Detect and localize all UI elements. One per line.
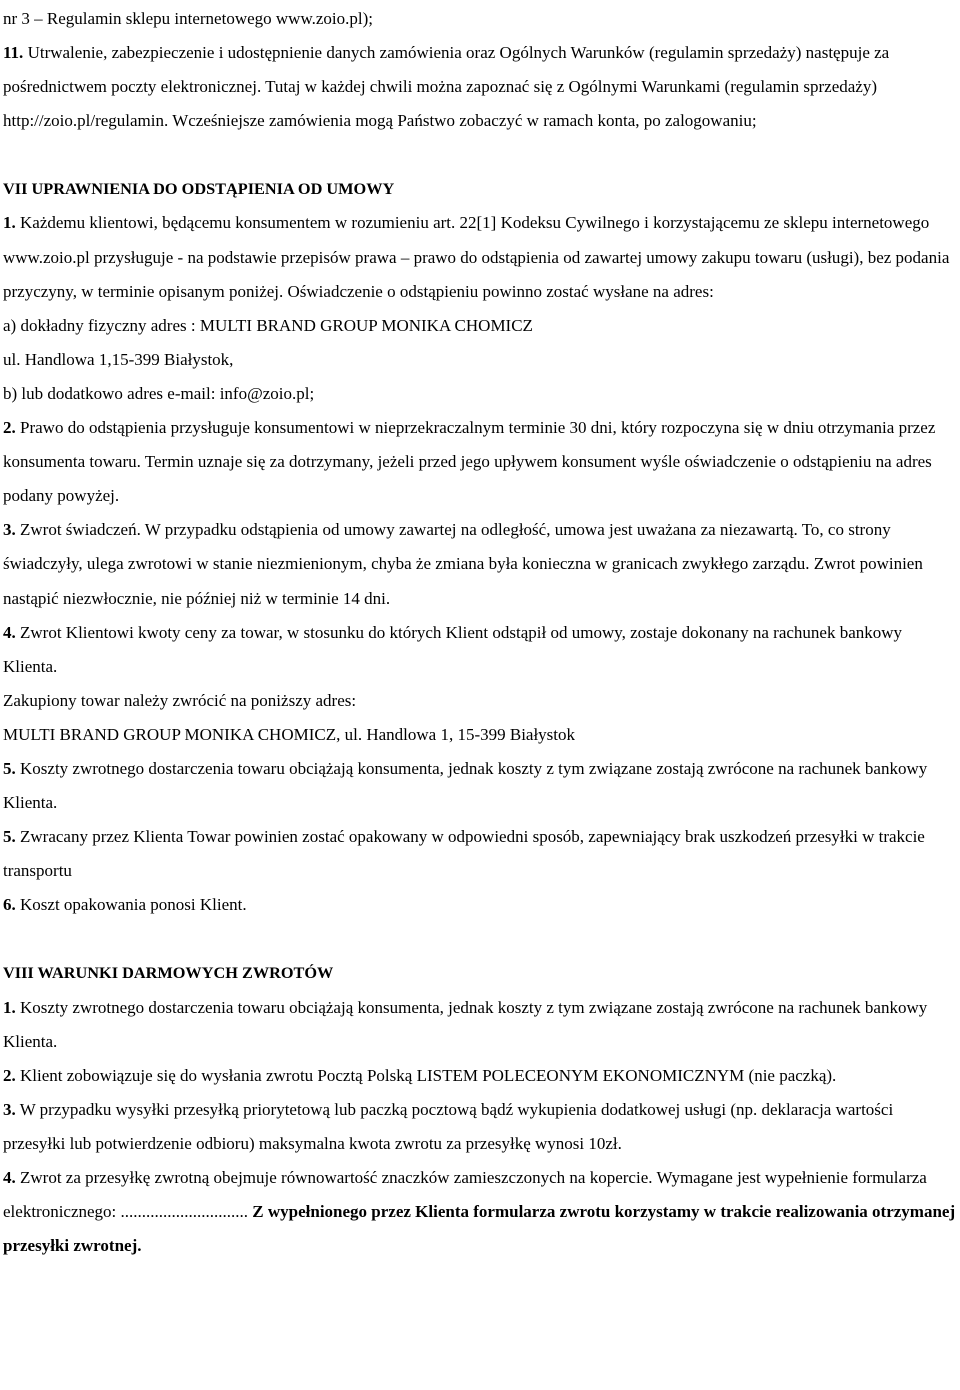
paragraph-text: Zwrot za przesyłkę zwrotną obejmuje równowartość znaczków zamieszczonych na kopercie. Wymagane jest wypełnienie formularza elektronicznego: (3, 1168, 927, 1222)
paragraph-number: 4. (3, 1168, 16, 1187)
paragraph-number: 3. (3, 520, 16, 540)
paragraph-number: 5. (3, 827, 16, 847)
paragraph-number: 2. (3, 1065, 16, 1085)
paragraph-text: Koszty zwrotnego dostarczenia towaru obciążają konsumenta, jednak koszty z tym związane zostają zwrócone na rachunek bankowy Klienta. (3, 997, 928, 1051)
paragraph-number: 1. (3, 997, 16, 1017)
return-intro-line: Zakupiony towar należy zwrócić na poniższy adres: (3, 690, 357, 710)
return-address-line: MULTI BRAND GROUP MONIKA CHOMICZ, ul. Handlowa 1, 15-399 Białystok (3, 724, 576, 744)
form-link-placeholder: .............................. (120, 1202, 249, 1222)
paragraph-text: Zwrot świadczeń. W przypadku odstąpienia od umowy zawartej na odległość, umowa jest uważana za niezawartą. To, co strony świadczyły, ulega zwrotowi w stanie niezmienionym, chyba że zmiana była konieczna w granicach zwykłego zarządu. Zwrot powinien nastąpić niezwłocznie, nie później niż w terminie 14 dni. (3, 520, 923, 608)
section-vii-paragraph-2 (3, 411, 957, 513)
paragraph-text: Klient zobowiązuje się do wysłania zwrotu Pocztą Polską LISTEM POLECEONYM EKONOMICZNYM (nie paczką). (15, 1065, 837, 1085)
paragraph-number: 11. (3, 43, 24, 63)
paragraph-text: Każdemu klientowi, będącemu konsumentem w rozumieniu art. 22[1] Kodeksu Cywilnego i korzystającemu ze sklepu internetowego www.zoio.pl przysługuje - na podstawie przepisów prawa – prawo do odstąpienia od zawartej umowy zakupu towaru (usługi), bez podania przyczyny, w terminie opisanym poniżej. Oświadczenie o odstąpieniu powinno zostać wysłane na adres: (3, 213, 950, 301)
section-viii-paragraph-3 (3, 1093, 957, 1161)
paragraph-text: W przypadku wysyłki przesyłką priorytetową lub paczką pocztową bądź wykupienia dodatkowej usługi (np. deklaracja wartości przesyłki lub potwierdzenie odbioru) maksymalna kwota zwrotu za przesyłkę wynosi 10zł. (3, 1099, 894, 1153)
paragraph-number: 3. (3, 1099, 16, 1119)
address-line-street: ul. Handlowa 1,15-399 Białystok, (3, 349, 234, 369)
section-vii-paragraph-3 (3, 513, 957, 615)
paragraph-text: Koszt opakowania ponosi Klient. (15, 895, 247, 915)
section-vii-paragraph-6 (3, 888, 957, 922)
section-vii-paragraph-5a (3, 752, 957, 820)
address-line-b: b) lub dodatkowo adres e-mail: info@zoio.pl; (3, 383, 315, 403)
section-vii-paragraph-4 (3, 616, 957, 684)
paragraph-text: Zwrot Klientowi kwoty ceny za towar, w stosunku do których Klient odstąpił od umowy, zostaje dokonany na rachunek bankowy Klienta. (3, 622, 903, 676)
paragraph-number: 5. (3, 758, 16, 778)
section-viii-paragraph-4 (3, 1161, 957, 1263)
section-viii-heading: VIII WARUNKI DARMOWYCH ZWROTÓW (3, 963, 334, 983)
section-viii-paragraph-2 (3, 1059, 957, 1093)
address-line-a: a) dokładny fizyczny adres : MULTI BRAND GROUP MONIKA CHOMICZ (3, 315, 533, 335)
closing-bold-text: Z wypełnionego przez Klienta formularza zwrotu korzystamy w trakcie realizowania otrzymanej przesyłki zwrotnej. (3, 1202, 956, 1256)
paragraph-text: Koszty zwrotnego dostarczenia towaru obciążają konsumenta, jednak koszty z tym związane zostają zwrócone na rachunek bankowy Klienta. (3, 758, 928, 813)
intro-line: nr 3 – Regulamin sklepu internetowego www.zoio.pl); (3, 9, 373, 28)
document-body (3, 2, 957, 1263)
paragraph-text: Zwracany przez Klienta Towar powinien zostać opakowany w odpowiedni sposób, zapewniający brak uszkodzeń przesyłki w trakcie transportu (3, 827, 925, 881)
section-vii-paragraph-1 (3, 206, 957, 308)
paragraph-11 (3, 36, 957, 138)
paragraph-number: 6. (3, 895, 16, 915)
paragraph-number: 4. (3, 622, 16, 642)
section-viii-paragraph-1 (3, 991, 957, 1059)
paragraph-text: Utrwalenie, zabezpieczenie i udostępnienie danych zamówienia oraz Ogólnych Warunków (regulamin sprzedaży) następuje za pośrednictwem poczty elektronicznej. Tutaj w każdej chwili można zapoznać się z Ogólnymi Warunkami (regulamin sprzedaży) http://zoio.pl/regulamin. Wcześniejsze zamówienia mogą Państwo zobaczyć w ramach konta, po zalogowaniu; (3, 43, 890, 131)
paragraph-number: 2. (3, 418, 16, 438)
paragraph-number: 1. (3, 213, 16, 233)
section-vii-heading: VII UPRAWNIENIA DO ODSTĄPIENIA OD UMOWY (3, 179, 395, 199)
section-vii-paragraph-5b (3, 820, 957, 888)
paragraph-text: Prawo do odstąpienia przysługuje konsumentowi w nieprzekraczalnym terminie 30 dni, który rozpoczyna się w dniu otrzymania przez konsumenta towaru. Termin uznaje się za dotrzymany, jeżeli przed jego upływem konsument wyśle oświadczenie o odstąpieniu na adres podany powyżej. (3, 418, 936, 506)
